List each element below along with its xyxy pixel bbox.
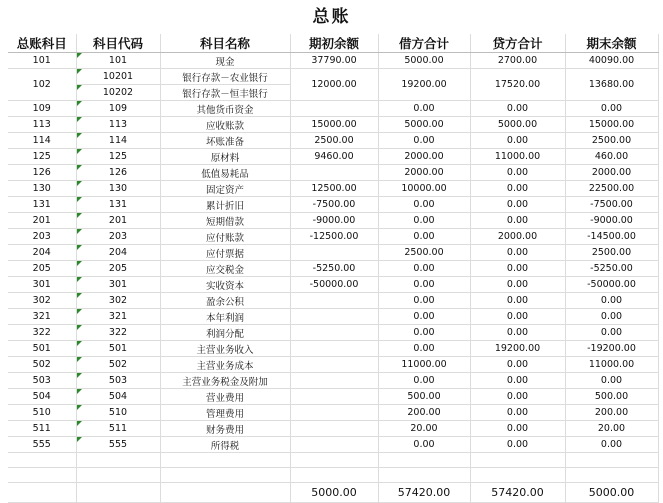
debit-total-cell[interactable]: 0.00 xyxy=(378,229,470,245)
subject-name-cell[interactable]: 应付票据 xyxy=(160,245,290,261)
table-row xyxy=(8,165,658,181)
ledger-code-cell[interactable]: 321 xyxy=(8,309,76,325)
debit-total-cell[interactable]: 0.00 xyxy=(378,293,470,309)
subject-code-cell[interactable]: 322 xyxy=(76,325,160,341)
subject-name-cell[interactable]: 累计折旧 xyxy=(160,197,290,213)
ledger-code-cell[interactable]: 130 xyxy=(8,181,76,197)
ledger-code-cell[interactable]: 555 xyxy=(8,437,76,453)
debit-total-cell[interactable]: 500.00 xyxy=(378,389,470,405)
subject-name-cell[interactable]: 盈余公积 xyxy=(160,293,290,309)
credit-total-cell[interactable]: 0.00 xyxy=(470,405,565,421)
ledger-table xyxy=(8,34,659,503)
table-row xyxy=(8,357,658,373)
table-row xyxy=(8,341,658,357)
debit-total-cell[interactable]: 5000.00 xyxy=(378,53,470,69)
table-row xyxy=(8,181,658,197)
total-closing-cell[interactable]: 5000.00 xyxy=(565,483,658,503)
table-row xyxy=(8,229,658,245)
table-row xyxy=(8,293,658,309)
subject-name-cell[interactable]: 固定资产 xyxy=(160,181,290,197)
subject-code-cell[interactable]: 126 xyxy=(76,165,160,181)
debit-total-cell[interactable]: 0.00 xyxy=(378,213,470,229)
opening-balance-cell[interactable] xyxy=(290,293,378,309)
table-row xyxy=(8,373,658,389)
ledger-code-cell[interactable]: 510 xyxy=(8,405,76,421)
credit-total-cell[interactable]: 0.00 xyxy=(470,133,565,149)
table-row xyxy=(8,261,658,277)
debit-total-cell[interactable]: 19200.00 xyxy=(378,69,470,101)
opening-balance-cell[interactable]: -50000.00 xyxy=(290,277,378,293)
subject-code-cell[interactable]: 511 xyxy=(76,421,160,437)
subject-name-cell[interactable]: 主营业务收入 xyxy=(160,341,290,357)
table-row xyxy=(8,197,658,213)
closing-balance-cell[interactable]: -9000.00 xyxy=(565,213,658,229)
credit-total-cell[interactable]: 0.00 xyxy=(470,309,565,325)
subject-code-cell[interactable]: 503 xyxy=(76,373,160,389)
table-row xyxy=(8,245,658,261)
empty-cell[interactable] xyxy=(290,453,378,468)
debit-total-cell[interactable]: 0.00 xyxy=(378,101,470,117)
credit-total-cell[interactable]: 0.00 xyxy=(470,213,565,229)
ledger-code-cell[interactable]: 501 xyxy=(8,341,76,357)
subject-name-cell[interactable]: 管理费用 xyxy=(160,405,290,421)
ledger-code-cell[interactable]: 125 xyxy=(8,149,76,165)
empty-cell[interactable] xyxy=(160,468,290,483)
credit-total-cell[interactable]: 2000.00 xyxy=(470,229,565,245)
ledger-code-cell[interactable]: 205 xyxy=(8,261,76,277)
header-debit[interactable]: 借方合计 xyxy=(378,34,470,53)
opening-balance-cell[interactable]: 12500.00 xyxy=(290,181,378,197)
closing-balance-cell[interactable]: -5250.00 xyxy=(565,261,658,277)
closing-balance-cell[interactable]: 460.00 xyxy=(565,149,658,165)
closing-balance-cell[interactable]: 200.00 xyxy=(565,405,658,421)
header-closing[interactable]: 期末余额 xyxy=(565,34,658,53)
total-opening-cell[interactable]: 5000.00 xyxy=(290,483,378,503)
ledger-code-cell[interactable]: 302 xyxy=(8,293,76,309)
debit-total-cell[interactable]: 0.00 xyxy=(378,133,470,149)
subject-code-cell[interactable]: 504 xyxy=(76,389,160,405)
subject-name-cell[interactable]: 利润分配 xyxy=(160,325,290,341)
closing-balance-cell[interactable]: 0.00 xyxy=(565,325,658,341)
ledger-code-cell[interactable]: 113 xyxy=(8,117,76,133)
closing-balance-cell[interactable]: -14500.00 xyxy=(565,229,658,245)
subject-code-cell[interactable]: 302 xyxy=(76,293,160,309)
subject-name-cell[interactable]: 其他货币资金 xyxy=(160,101,290,117)
opening-balance-cell[interactable] xyxy=(290,357,378,373)
header-credit[interactable]: 贷方合计 xyxy=(470,34,565,53)
closing-balance-cell[interactable]: 13680.00 xyxy=(565,69,658,101)
table-row xyxy=(8,309,658,325)
subject-code-cell[interactable]: 203 xyxy=(76,229,160,245)
opening-balance-cell[interactable]: -9000.00 xyxy=(290,213,378,229)
credit-total-cell[interactable]: 0.00 xyxy=(470,245,565,261)
ledger-code-cell[interactable]: 504 xyxy=(8,389,76,405)
opening-balance-cell[interactable] xyxy=(290,309,378,325)
subject-name-cell[interactable]: 坏账准备 xyxy=(160,133,290,149)
subject-code-cell[interactable]: 201 xyxy=(76,213,160,229)
credit-total-cell[interactable]: 5000.00 xyxy=(470,117,565,133)
opening-balance-cell[interactable] xyxy=(290,437,378,453)
subject-code-cell[interactable]: 109 xyxy=(76,101,160,117)
credit-total-cell[interactable]: 0.00 xyxy=(470,389,565,405)
opening-balance-cell[interactable]: 9460.00 xyxy=(290,149,378,165)
opening-balance-cell[interactable] xyxy=(290,325,378,341)
subject-code-cell[interactable]: 10202 xyxy=(76,85,160,101)
opening-balance-cell[interactable]: 12000.00 xyxy=(290,69,378,101)
debit-total-cell[interactable]: 11000.00 xyxy=(378,357,470,373)
credit-total-cell[interactable]: 19200.00 xyxy=(470,341,565,357)
subject-code-cell[interactable]: 301 xyxy=(76,277,160,293)
table-row xyxy=(8,149,658,165)
empty-cell[interactable] xyxy=(8,453,76,468)
ledger-code-cell[interactable]: 201 xyxy=(8,213,76,229)
opening-balance-cell[interactable] xyxy=(290,245,378,261)
debit-total-cell[interactable]: 0.00 xyxy=(378,197,470,213)
subject-name-cell[interactable]: 低值易耗品 xyxy=(160,165,290,181)
page-title: 总账 xyxy=(312,7,351,27)
credit-total-cell[interactable]: 0.00 xyxy=(470,197,565,213)
ledger-code-cell[interactable]: 102 xyxy=(8,69,76,101)
header-ledger[interactable]: 总账科目 xyxy=(8,34,76,53)
closing-balance-cell[interactable]: 2500.00 xyxy=(565,133,658,149)
closing-balance-cell[interactable]: 15000.00 xyxy=(565,117,658,133)
subject-name-cell[interactable]: 主营业务税金及附加 xyxy=(160,373,290,389)
blank-row xyxy=(8,453,658,468)
debit-total-cell[interactable]: 0.00 xyxy=(378,437,470,453)
empty-cell[interactable] xyxy=(76,468,160,483)
debit-total-cell[interactable]: 20.00 xyxy=(378,421,470,437)
subject-code-cell[interactable]: 130 xyxy=(76,181,160,197)
ledger-code-cell[interactable]: 101 xyxy=(8,53,76,69)
opening-balance-cell[interactable]: -12500.00 xyxy=(290,229,378,245)
opening-balance-cell[interactable] xyxy=(290,405,378,421)
credit-total-cell[interactable]: 0.00 xyxy=(470,165,565,181)
subject-code-cell[interactable]: 125 xyxy=(76,149,160,165)
closing-balance-cell[interactable]: 40090.00 xyxy=(565,53,658,69)
subject-code-cell[interactable]: 204 xyxy=(76,245,160,261)
debit-total-cell[interactable]: 0.00 xyxy=(378,341,470,357)
subject-name-cell[interactable]: 现金 xyxy=(160,53,290,69)
debit-total-cell[interactable]: 0.00 xyxy=(378,309,470,325)
credit-total-cell[interactable]: 2700.00 xyxy=(470,53,565,69)
subject-name-cell[interactable]: 原材料 xyxy=(160,149,290,165)
opening-balance-cell[interactable]: 2500.00 xyxy=(290,133,378,149)
empty-cell[interactable] xyxy=(378,453,470,468)
closing-balance-cell[interactable]: 0.00 xyxy=(565,437,658,453)
subject-name-cell[interactable]: 本年利润 xyxy=(160,309,290,325)
ledger-code-cell[interactable]: 131 xyxy=(8,197,76,213)
ledger-code-cell[interactable]: 301 xyxy=(8,277,76,293)
header-row xyxy=(8,34,658,53)
header-name[interactable]: 科目名称 xyxy=(160,34,290,53)
opening-balance-cell[interactable] xyxy=(290,373,378,389)
ledger-body xyxy=(8,53,658,503)
table-row xyxy=(8,213,658,229)
credit-total-cell[interactable]: 0.00 xyxy=(470,277,565,293)
total-debit-cell[interactable]: 57420.00 xyxy=(378,483,470,503)
debit-total-cell[interactable]: 10000.00 xyxy=(378,181,470,197)
header-opening[interactable]: 期初余额 xyxy=(290,34,378,53)
debit-total-cell[interactable]: 200.00 xyxy=(378,405,470,421)
credit-total-cell[interactable]: 0.00 xyxy=(470,101,565,117)
ledger-code-cell[interactable]: 503 xyxy=(8,373,76,389)
ledger-code-cell[interactable]: 322 xyxy=(8,325,76,341)
subject-code-cell[interactable]: 114 xyxy=(76,133,160,149)
credit-total-cell[interactable]: 17520.00 xyxy=(470,69,565,101)
closing-balance-cell[interactable]: -7500.00 xyxy=(565,197,658,213)
opening-balance-cell[interactable] xyxy=(290,389,378,405)
opening-balance-cell[interactable]: 15000.00 xyxy=(290,117,378,133)
empty-cell[interactable] xyxy=(565,453,658,468)
table-row xyxy=(8,53,658,69)
ledger-code-cell[interactable]: 126 xyxy=(8,165,76,181)
subject-name-cell[interactable]: 应付账款 xyxy=(160,229,290,245)
closing-balance-cell[interactable]: -19200.00 xyxy=(565,341,658,357)
debit-total-cell[interactable]: 0.00 xyxy=(378,325,470,341)
credit-total-cell[interactable]: 0.00 xyxy=(470,373,565,389)
ledger-code-cell[interactable]: 109 xyxy=(8,101,76,117)
debit-total-cell[interactable]: 2000.00 xyxy=(378,149,470,165)
credit-total-cell[interactable]: 0.00 xyxy=(470,325,565,341)
credit-total-cell[interactable]: 0.00 xyxy=(470,357,565,373)
opening-balance-cell[interactable] xyxy=(290,165,378,181)
debit-total-cell[interactable]: 2500.00 xyxy=(378,245,470,261)
closing-balance-cell[interactable]: 2500.00 xyxy=(565,245,658,261)
table-row xyxy=(8,421,658,437)
table-row xyxy=(8,117,658,133)
closing-balance-cell[interactable]: 2000.00 xyxy=(565,165,658,181)
subject-name-cell[interactable]: 银行存款－农业银行 xyxy=(160,69,290,85)
opening-balance-cell[interactable]: -7500.00 xyxy=(290,197,378,213)
table-row xyxy=(8,101,658,117)
subject-code-cell[interactable]: 502 xyxy=(76,357,160,373)
subject-code-cell[interactable]: 205 xyxy=(76,261,160,277)
opening-balance-cell[interactable] xyxy=(290,101,378,117)
credit-total-cell[interactable]: 0.00 xyxy=(470,261,565,277)
debit-total-cell[interactable]: 0.00 xyxy=(378,277,470,293)
subject-name-cell[interactable]: 实收资本 xyxy=(160,277,290,293)
subject-name-cell[interactable]: 银行存款－恒丰银行 xyxy=(160,85,290,101)
debit-total-cell[interactable]: 5000.00 xyxy=(378,117,470,133)
subject-code-cell[interactable]: 131 xyxy=(76,197,160,213)
total-credit-cell[interactable]: 57420.00 xyxy=(470,483,565,503)
subject-code-cell[interactable]: 321 xyxy=(76,309,160,325)
opening-balance-cell[interactable]: 37790.00 xyxy=(290,53,378,69)
subject-name-cell[interactable]: 所得税 xyxy=(160,437,290,453)
subject-code-cell[interactable]: 501 xyxy=(76,341,160,357)
closing-balance-cell[interactable]: 0.00 xyxy=(565,309,658,325)
subject-name-cell[interactable]: 主营业务成本 xyxy=(160,357,290,373)
empty-cell[interactable] xyxy=(76,453,160,468)
empty-cell[interactable] xyxy=(160,453,290,468)
debit-total-cell[interactable]: 0.00 xyxy=(378,261,470,277)
ledger-code-cell[interactable]: 204 xyxy=(8,245,76,261)
table-row xyxy=(8,69,658,85)
subject-name-cell[interactable]: 短期借款 xyxy=(160,213,290,229)
table-row xyxy=(8,389,658,405)
subject-code-cell[interactable]: 555 xyxy=(76,437,160,453)
empty-cell[interactable] xyxy=(470,453,565,468)
subject-name-cell[interactable]: 营业费用 xyxy=(160,389,290,405)
debit-total-cell[interactable]: 0.00 xyxy=(378,373,470,389)
closing-balance-cell[interactable]: 0.00 xyxy=(565,293,658,309)
empty-cell[interactable] xyxy=(378,468,470,483)
closing-balance-cell[interactable]: -50000.00 xyxy=(565,277,658,293)
debit-total-cell[interactable]: 2000.00 xyxy=(378,165,470,181)
ledger-code-cell[interactable]: 511 xyxy=(8,421,76,437)
closing-balance-cell[interactable]: 22500.00 xyxy=(565,181,658,197)
credit-total-cell[interactable]: 0.00 xyxy=(470,437,565,453)
empty-cell[interactable] xyxy=(8,468,76,483)
credit-total-cell[interactable]: 0.00 xyxy=(470,293,565,309)
credit-total-cell[interactable]: 11000.00 xyxy=(470,149,565,165)
subject-name-cell[interactable]: 应交税金 xyxy=(160,261,290,277)
opening-balance-cell[interactable] xyxy=(290,341,378,357)
subject-code-cell[interactable]: 101 xyxy=(76,53,160,69)
empty-cell[interactable] xyxy=(565,468,658,483)
subject-code-cell[interactable]: 10201 xyxy=(76,69,160,85)
subject-code-cell[interactable]: 510 xyxy=(76,405,160,421)
closing-balance-cell[interactable]: 0.00 xyxy=(565,373,658,389)
subject-code-cell[interactable]: 113 xyxy=(76,117,160,133)
credit-total-cell[interactable]: 0.00 xyxy=(470,421,565,437)
ledger-code-cell[interactable]: 502 xyxy=(8,357,76,373)
table-row xyxy=(8,405,658,421)
credit-total-cell[interactable]: 0.00 xyxy=(470,181,565,197)
closing-balance-cell[interactable]: 20.00 xyxy=(565,421,658,437)
opening-balance-cell[interactable] xyxy=(290,421,378,437)
subject-name-cell[interactable]: 应收账款 xyxy=(160,117,290,133)
table-row xyxy=(8,437,658,453)
closing-balance-cell[interactable]: 11000.00 xyxy=(565,357,658,373)
closing-balance-cell[interactable]: 0.00 xyxy=(565,101,658,117)
header-code[interactable]: 科目代码 xyxy=(76,34,160,53)
table-row xyxy=(8,133,658,149)
blank-row xyxy=(8,468,658,483)
table-row xyxy=(8,277,658,293)
closing-balance-cell[interactable]: 500.00 xyxy=(565,389,658,405)
subject-name-cell[interactable]: 财务费用 xyxy=(160,421,290,437)
empty-cell[interactable] xyxy=(290,468,378,483)
ledger-code-cell[interactable]: 203 xyxy=(8,229,76,245)
table-row xyxy=(8,325,658,341)
ledger-code-cell[interactable]: 114 xyxy=(8,133,76,149)
opening-balance-cell[interactable]: -5250.00 xyxy=(290,261,378,277)
empty-cell[interactable] xyxy=(470,468,565,483)
